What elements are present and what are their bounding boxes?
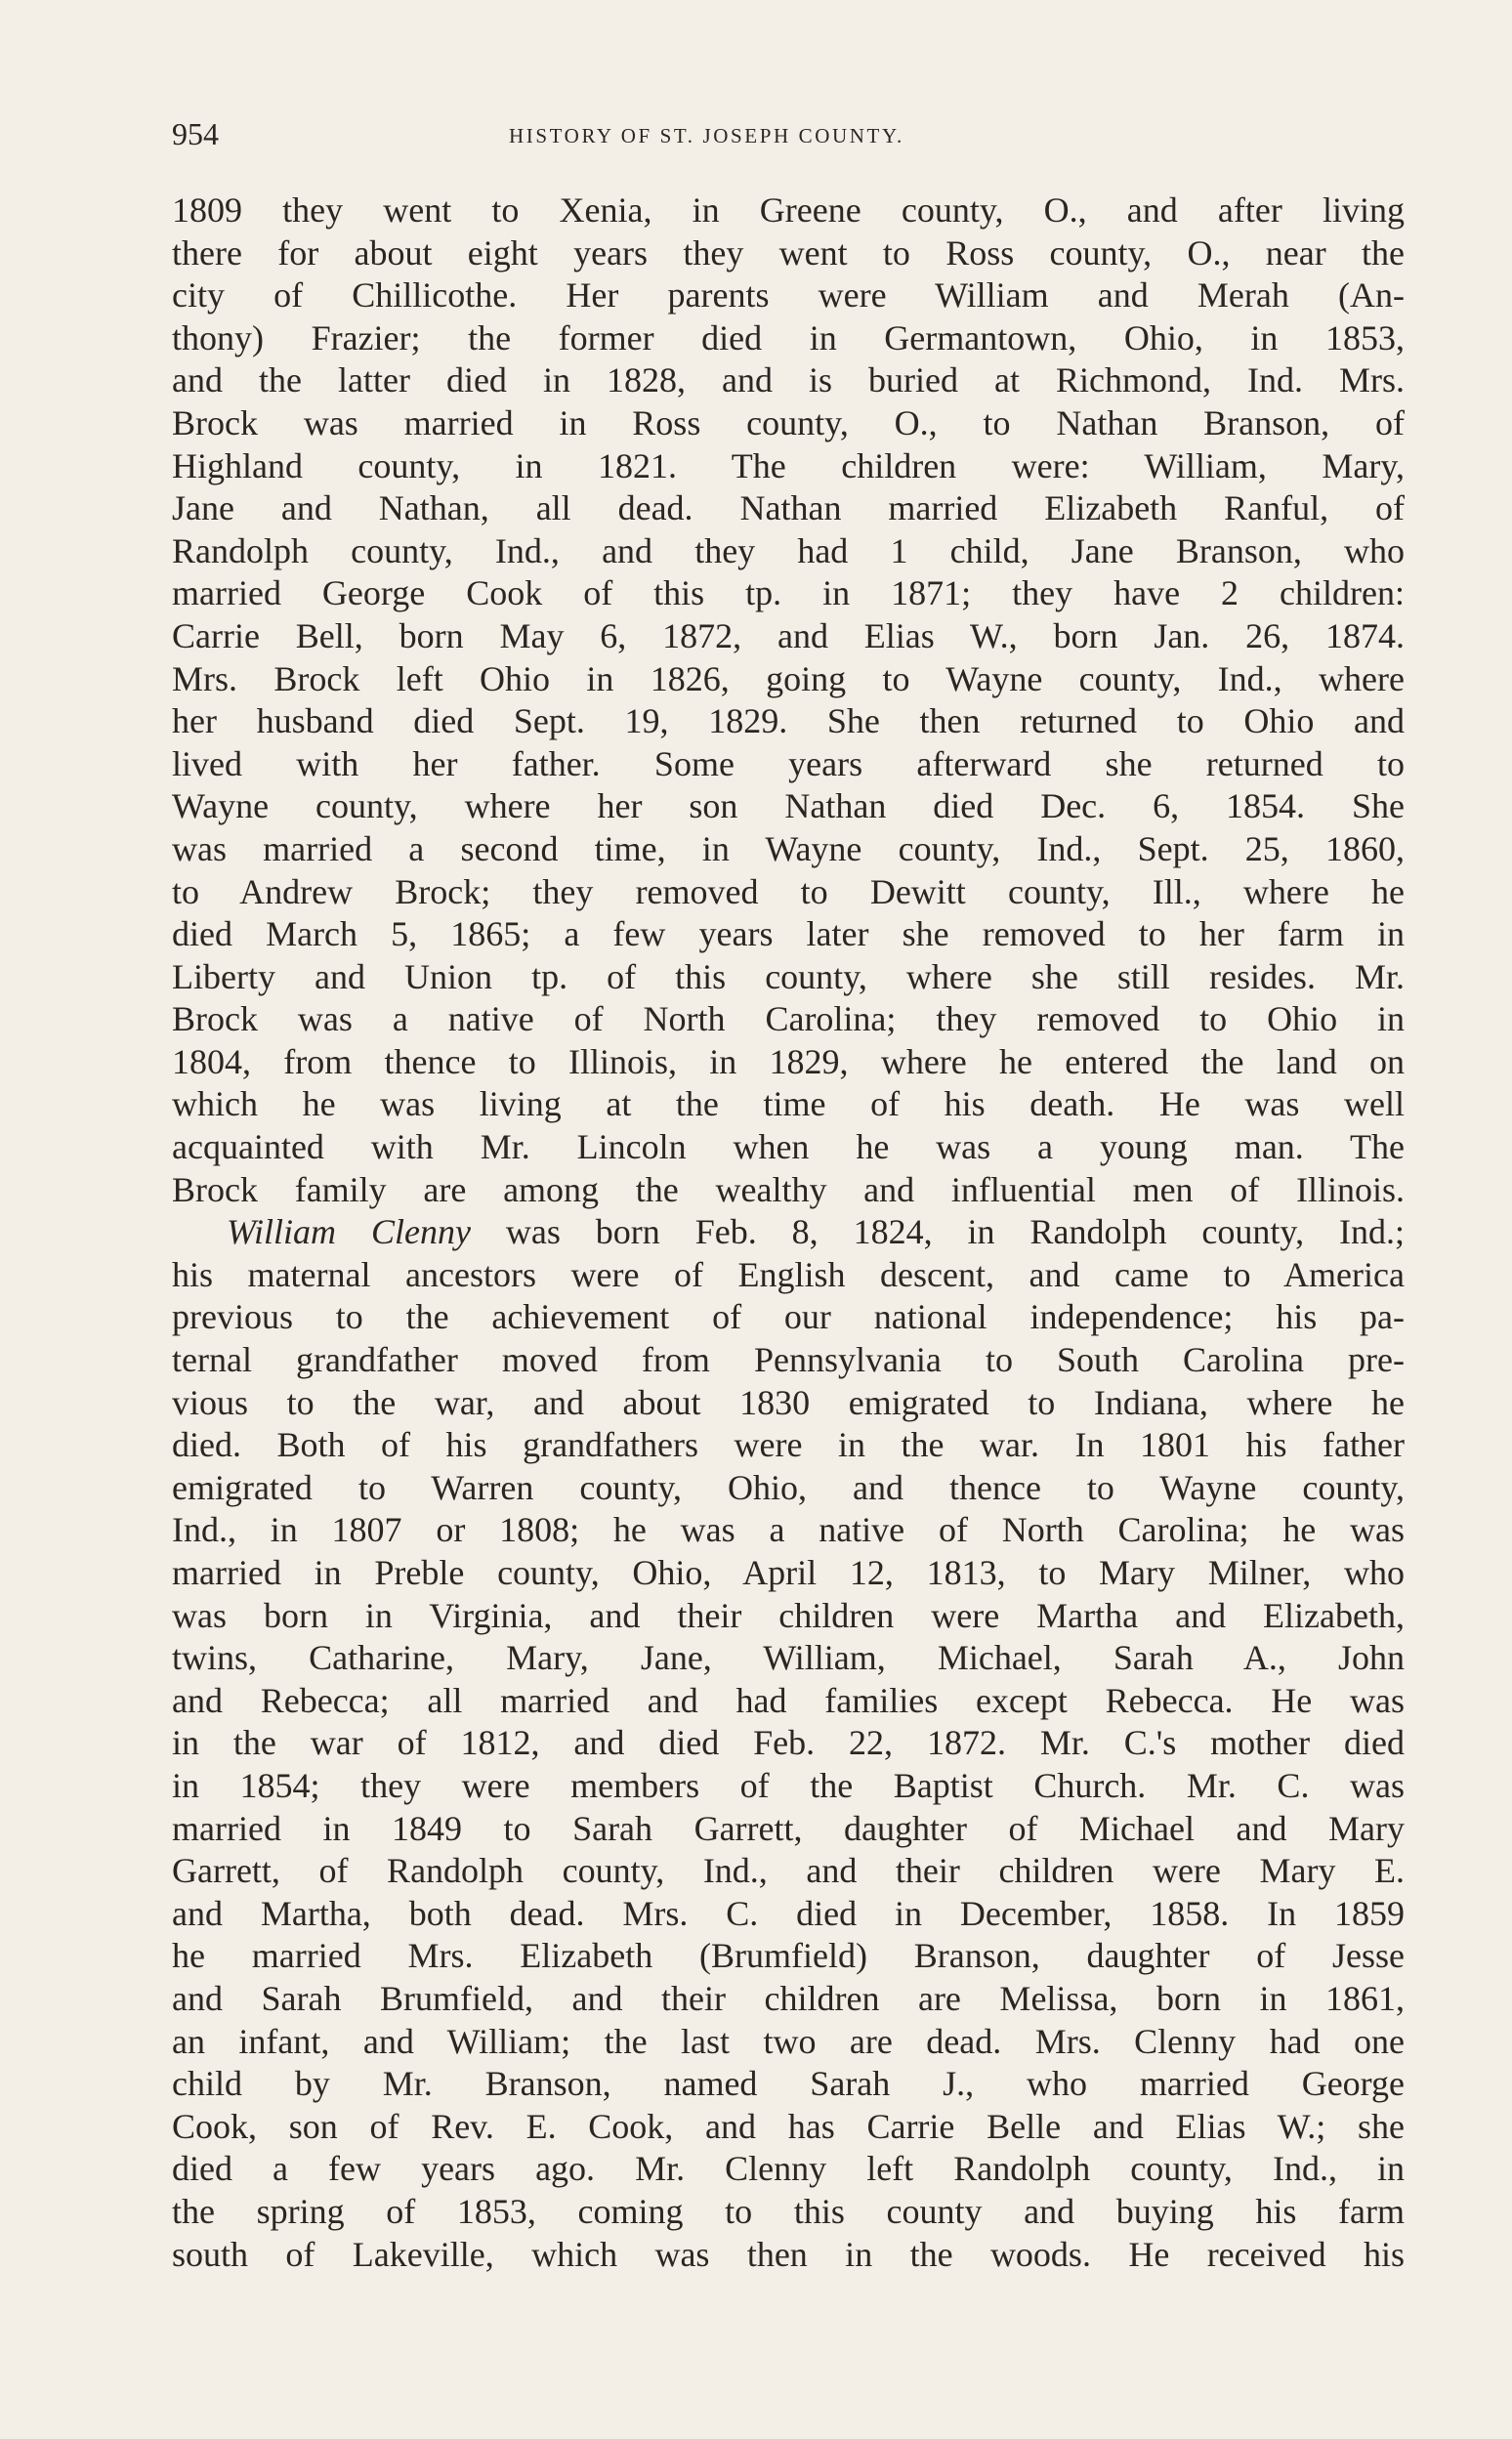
text-line: married in Preble county, Ohio, April 12, 1813, to Mary Milner, who xyxy=(172,1553,1405,1592)
page-number: 954 xyxy=(172,116,219,151)
text-line: child by Mr. Branson, named Sarah J., who married George xyxy=(172,2064,1405,2104)
text-line: and the latter died in 1828, and is buried at Richmond, Ind. Mrs. xyxy=(172,360,1405,400)
text-line: Cook, son of Rev. E. Cook, and has Carrie Belle and Elias W.; she xyxy=(172,2106,1405,2146)
text-line: there for about eight years they went to Ross county, O., near the xyxy=(172,232,1405,273)
text-line: Brock was married in Ross county, O., to Nathan Branson, of xyxy=(172,402,1405,442)
text-line: Mrs. Brock left Ohio in 1826, going to Wayne county, Ind., where xyxy=(172,658,1405,698)
text-line: the spring of 1853, coming to this county and buying his farm xyxy=(172,2191,1405,2231)
text-line: south of Lakeville, which was then in the woods. He received his xyxy=(172,2234,1405,2274)
text-line: vious to the war, and about 1830 emigrated to Indiana, where he xyxy=(172,1382,1405,1422)
body-text xyxy=(172,189,1405,2276)
paragraph-brock xyxy=(172,189,1405,1211)
text-line: emigrated to Warren county, Ohio, and thence to Wayne county, xyxy=(172,1467,1405,1507)
text-line: Wayne county, where her son Nathan died Dec. 6, 1854. She xyxy=(172,786,1405,826)
text-line: his maternal ancestors were of English descent, and came to America xyxy=(172,1254,1405,1294)
page-header xyxy=(172,109,1403,158)
text-line: married George Cook of this tp. in 1871; they have 2 children: xyxy=(172,573,1405,613)
text-line: ternal grandfather moved from Pennsylvania to South Carolina pre- xyxy=(172,1340,1405,1380)
text-line: was married a second time, in Wayne county, Ind., Sept. 25, 1860, xyxy=(172,828,1405,868)
text-line: was born in Virginia, and their children were Martha and Elizabeth, xyxy=(172,1595,1405,1635)
text-line: died March 5, 1865; a few years later she removed to her farm in xyxy=(172,914,1405,954)
text-line: previous to the achievement of our national independence; his pa- xyxy=(172,1297,1405,1337)
text-line: 1809 they went to Xenia, in Greene county, O., and after living xyxy=(172,190,1405,230)
text-line: and Sarah Brumfield, and their children are Melissa, born in 1861, xyxy=(172,1978,1405,2018)
biography-subject-name: William Clenny xyxy=(227,1212,471,1252)
text-line: died a few years ago. Mr. Clenny left Randolph county, Ind., in xyxy=(172,2149,1405,2189)
text-line: which he was living at the time of his death. He was well xyxy=(172,1084,1405,1124)
text-line: Brock family are among the wealthy and influential men of Illinois. xyxy=(172,1169,1405,1209)
text-line: to Andrew Brock; they removed to Dewitt county, Ill., where he xyxy=(172,871,1405,911)
text-line: Garrett, of Randolph county, Ind., and their children were Mary E. xyxy=(172,1851,1405,1891)
text-line: thony) Frazier; the former died in Germantown, Ohio, in 1853, xyxy=(172,317,1405,357)
text-line: and Rebecca; all married and had families except Rebecca. He was xyxy=(172,1680,1405,1720)
text-fragment: was born Feb. 8, 1824, in Randolph county, Ind.; xyxy=(505,1212,1406,1252)
paragraph-clenny xyxy=(172,1211,1405,2276)
text-line: and Martha, both dead. Mrs. C. died in December, 1858. In 1859 xyxy=(172,1893,1405,1933)
text-line: Randolph county, Ind., and they had 1 child, Jane Branson, who xyxy=(172,530,1405,570)
text-line: Carrie Bell, born May 6, 1872, and Elias W., born Jan. 26, 1874. xyxy=(172,615,1405,655)
text-line: Jane and Nathan, all dead. Nathan married Elizabeth Ranful, of xyxy=(172,488,1405,528)
text-line: 1804, from thence to Illinois, in 1829, where he entered the land on xyxy=(172,1041,1405,1081)
text-line: in the war of 1812, and died Feb. 22, 1872. Mr. C.'s mother died xyxy=(172,1723,1405,1763)
text-line: Highland county, in 1821. The children were: William, Mary, xyxy=(172,445,1405,485)
running-title: HISTORY OF ST. JOSEPH COUNTY. xyxy=(509,124,904,147)
text-line: an infant, and William; the last two are dead. Mrs. Clenny had one xyxy=(172,2021,1405,2061)
text-line: Liberty and Union tp. of this county, where she still resides. Mr. xyxy=(172,956,1405,996)
text-line: married in 1849 to Sarah Garrett, daughter of Michael and Mary xyxy=(172,1808,1405,1848)
text-line: Ind., in 1807 or 1808; he was a native of North Carolina; he was xyxy=(172,1510,1405,1550)
text-line: died. Both of his grandfathers were in the war. In 1801 his father xyxy=(172,1425,1405,1465)
text-line: he married Mrs. Elizabeth (Brumfield) Branson, daughter of Jesse xyxy=(172,1936,1405,1976)
text-line: acquainted with Mr. Lincoln when he was a young man. The xyxy=(172,1127,1405,1167)
text-line: lived with her father. Some years afterward she returned to xyxy=(172,743,1405,783)
text-line xyxy=(172,1211,1405,1254)
text-line: her husband died Sept. 19, 1829. She then returned to Ohio and xyxy=(172,701,1405,741)
text-line: twins, Catharine, Mary, Jane, William, Michael, Sarah A., John xyxy=(172,1638,1405,1678)
text-line: Brock was a native of North Carolina; they removed to Ohio in xyxy=(172,999,1405,1039)
text-line: city of Chillicothe. Her parents were William and Merah (An- xyxy=(172,275,1405,315)
text-line: in 1854; they were members of the Baptist Church. Mr. C. was xyxy=(172,1765,1405,1805)
